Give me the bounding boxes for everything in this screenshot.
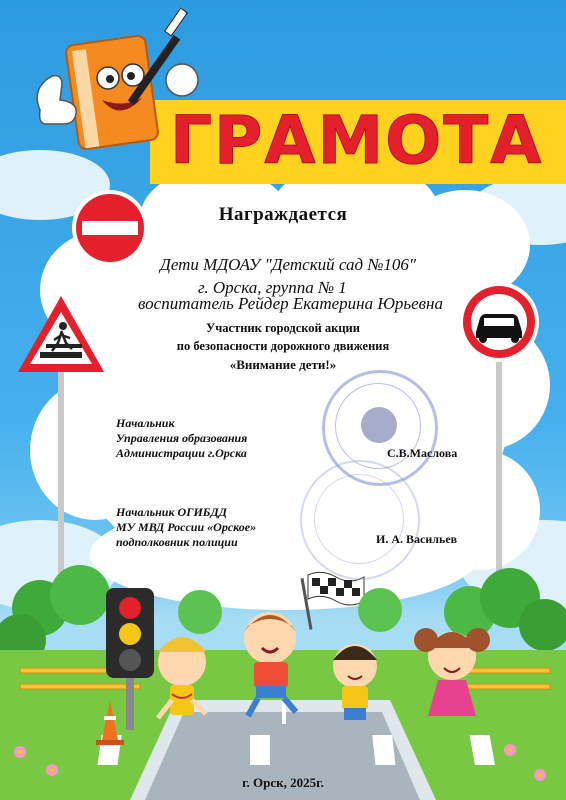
caption-line-2: по безопасности дорожного движения: [176, 339, 390, 353]
no-entry-sign-icon: [72, 190, 148, 266]
caption-line-1: Участник городской акции: [206, 321, 360, 335]
signatory-2-name: И. А. Васильев: [376, 532, 458, 546]
awarded-heading: Награждается: [218, 204, 348, 225]
signatory-2-title-line-3: подполковник полиции: [116, 535, 238, 549]
signatory-1-name: С.В.Маслова: [387, 446, 458, 460]
recipient-line-2: г. Орска, группа № 1: [198, 278, 347, 297]
child-girl-left: [158, 637, 206, 718]
recipient-line-1: Дети МДОАУ "Детский сад №106": [160, 255, 417, 274]
signatory-2-title-line-1: Начальник ОГИБДД: [116, 505, 227, 519]
official-seal-icon: [300, 460, 420, 580]
signatory-1-title-line-2: Управления образования: [116, 431, 248, 445]
caption-line-3: «Внимание дети!»: [229, 357, 337, 372]
certificate-title: ГРАМОТА: [170, 102, 544, 179]
checkered-flag-icon: [301, 572, 364, 629]
recipient-line-3: воспитатель Рейдер Екатерина Юрьевна: [138, 294, 443, 313]
signatory-1-title-line-3: Администрации г.Орска: [116, 446, 247, 460]
signatory-1-title-line-1: Начальник: [116, 416, 175, 430]
footer-place-date: г. Орск, 2025г.: [242, 775, 324, 790]
signatory-2-title-line-2: МУ МВД России «Орское»: [116, 520, 257, 534]
